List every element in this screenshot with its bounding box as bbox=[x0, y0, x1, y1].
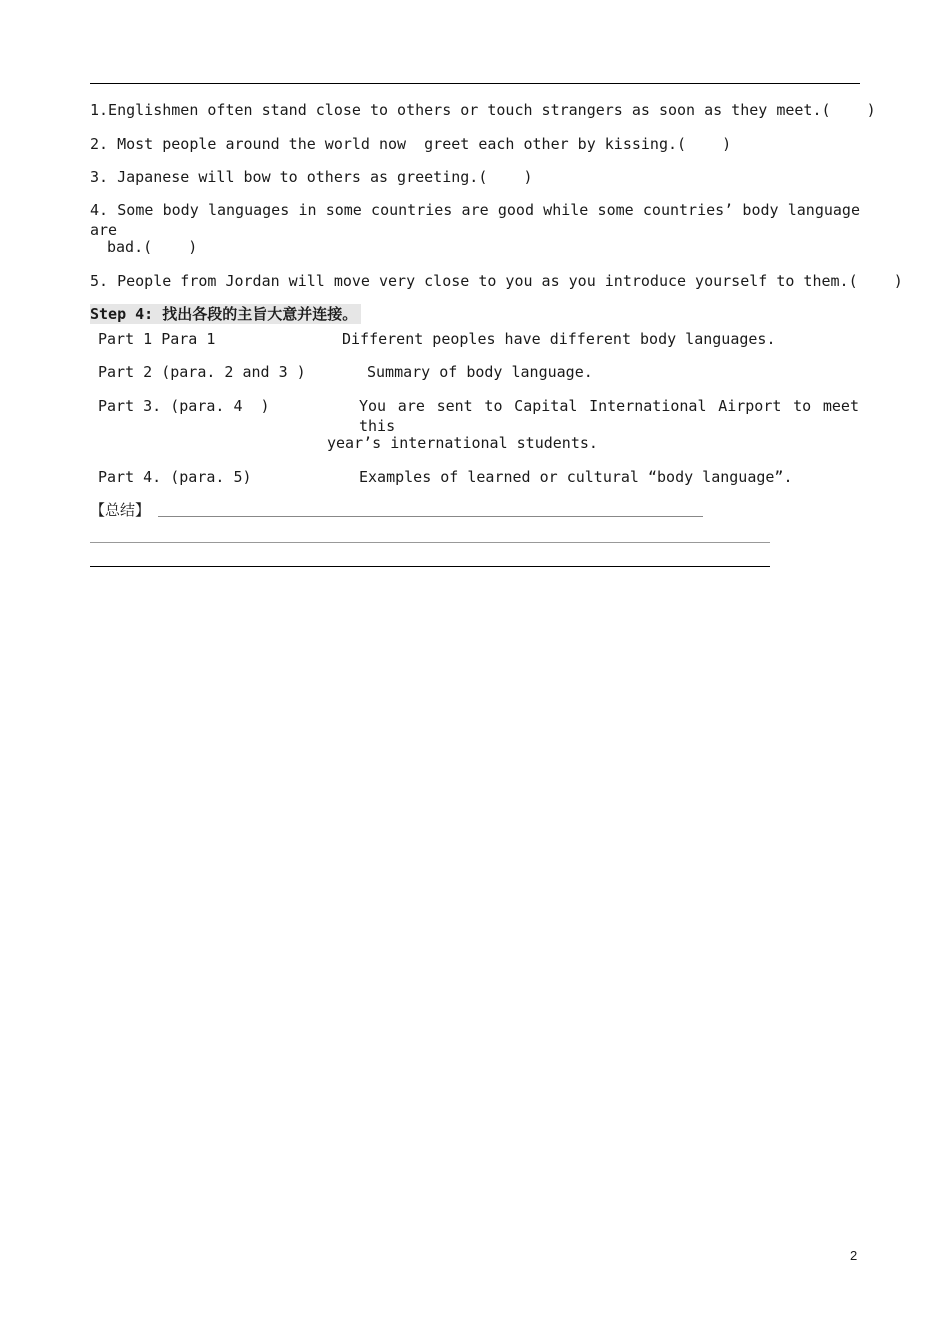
part-1-label: Part 1 Para 1 bbox=[98, 330, 216, 348]
question-1: 1.Englishmen often stand close to others or touch strangers as soon as they meet.( ) bbox=[90, 101, 876, 119]
question-3: 3. Japanese will bow to others as greeting.( ) bbox=[90, 168, 533, 186]
part-2-meaning: Summary of body language. bbox=[367, 363, 593, 381]
summary-blank-line bbox=[90, 566, 770, 567]
part-4-label: Part 4. (para. 5) bbox=[98, 468, 252, 486]
summary-label: 【总结】 bbox=[90, 501, 151, 519]
part-2-label: Part 2 (para. 2 and 3 ) bbox=[98, 363, 306, 381]
part-3-label: Part 3. (para. 4 ) bbox=[98, 397, 270, 415]
question-2: 2. Most people around the world now greet each other by kissing.( ) bbox=[90, 135, 732, 153]
part-3-meaning: You are sent to Capital International Airport to meet this bbox=[359, 397, 859, 435]
summary-blank-line bbox=[158, 516, 703, 517]
part-4-meaning: Examples of learned or cultural “body language”. bbox=[359, 468, 793, 486]
question-4: 4. Some body languages in some countries are good while some countries’ body language are bbox=[90, 201, 860, 239]
summary-blank-line bbox=[90, 542, 770, 543]
question-4-continuation: bad.( ) bbox=[107, 238, 198, 256]
page-number: 2 bbox=[850, 1248, 858, 1263]
step4-heading: Step 4: 找出各段的主旨大意并连接。 bbox=[90, 304, 361, 324]
question-5: 5. People from Jordan will move very close to you as you introduce yourself to them.( ) bbox=[90, 272, 903, 290]
top-rule bbox=[90, 83, 860, 84]
part-3-meaning-continuation: year’s international students. bbox=[327, 434, 598, 452]
part-1-meaning: Different peoples have different body languages. bbox=[342, 330, 776, 348]
